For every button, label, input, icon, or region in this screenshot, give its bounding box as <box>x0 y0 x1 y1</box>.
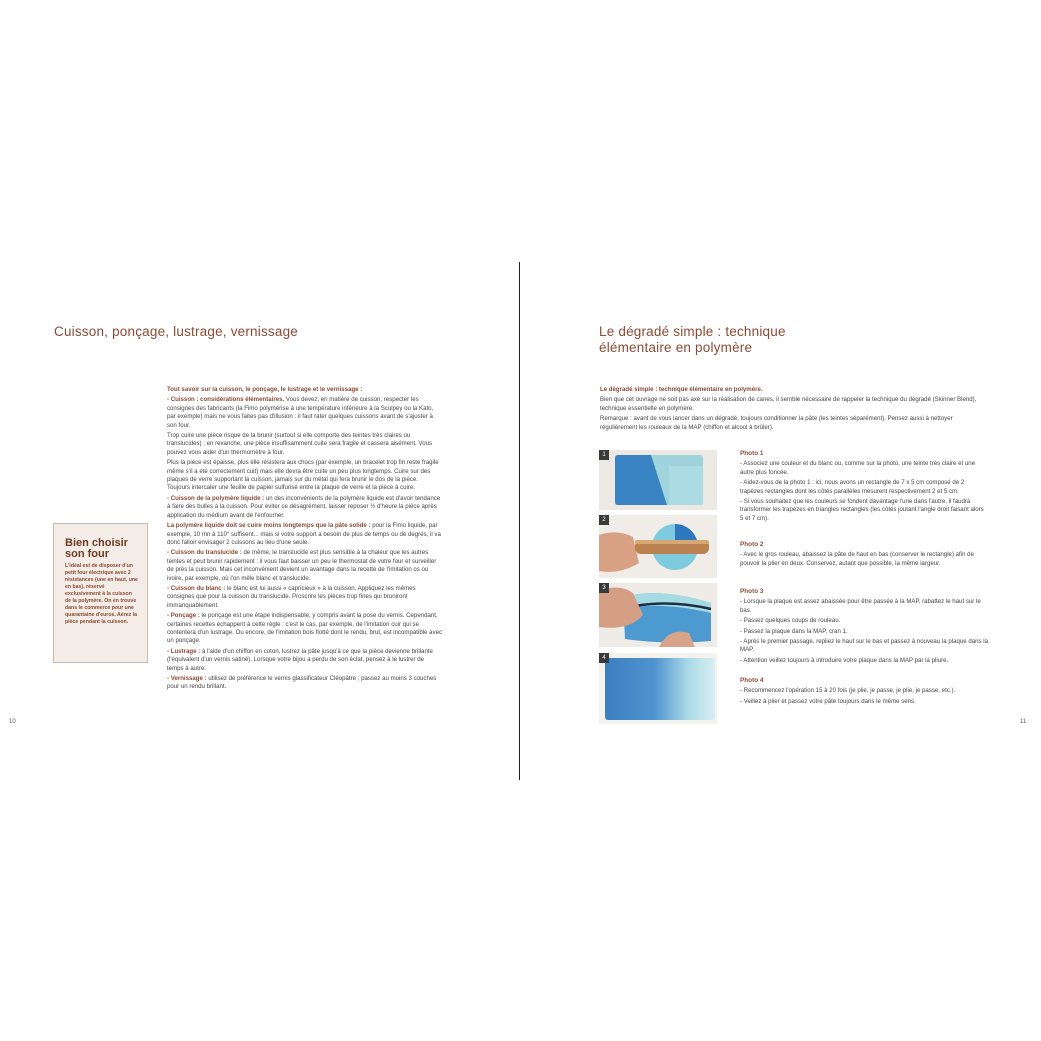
left-page-title: Cuisson, ponçage, lustrage, vernissage <box>54 324 298 339</box>
left-section-text: pour la Fimo liquide, par exemple, 10 mn à 110° suffisent... mais si votre support a besoin de plus de temps ou de degrés, il va donc falloir envisager 2 cuissons au lieu d'une seule. <box>167 522 441 546</box>
photo-2-number: 2 <box>599 515 609 525</box>
photo-4-image <box>599 653 717 724</box>
left-section-heading: La polymère liquide doit se cuire moins longtemps que la pâte solide : <box>167 522 371 530</box>
photo-instruction-item: - Passez la plaque dans la MAP, cran 1. <box>740 627 848 635</box>
photo-instruction-item: - Attention veillez toujours à introduire votre plaque dans la MAP par la pliure. <box>740 656 949 664</box>
left-sections <box>167 396 442 691</box>
left-section <box>167 612 442 646</box>
left-section <box>167 495 442 520</box>
photo-instruction-item: - Avec le gros rouleau, abaissez la pâte de haut en bas (conserver le rectangle) afin de pouvoir la plier en deux. Conservez, autant que possible, la même largeur. <box>740 551 974 567</box>
photo-instruction-block <box>740 588 988 667</box>
photo-instruction-block <box>740 677 988 708</box>
photo-instruction-item: - Après le premier passage, repliez le haut sur le bas et passez à nouveau la plaque dans la MAP. <box>740 638 988 654</box>
photo-instruction-title: Photo 4 <box>740 677 764 684</box>
left-section <box>167 396 442 430</box>
photo-1 <box>599 450 717 510</box>
left-section-text: Trop cuire une pièce risque de la brunir (surtout si elle comporte des teintes très claires ou translucides) ; en revanche, une pièce insuffisamment cuite sera fragile et cassera aisément. Vous pouvez vous aider d'un thermomètre à four. <box>167 432 433 456</box>
photo-2-image <box>599 515 717 578</box>
left-body-column <box>167 386 442 694</box>
photo-1-number: 1 <box>599 450 609 460</box>
photo-instruction-item: - Aidez-vous de la photo 1 : ici, nous avons un rectangle de 7 x 5 cm composé de 2 trapèzes rectangles dont les côtés parallèles mesurent respectivement 2 et 5 cm. <box>740 479 965 495</box>
right-page-number: 11 <box>1020 719 1027 725</box>
photo-instruction-block <box>740 450 988 525</box>
photo-3 <box>599 583 717 647</box>
left-section-heading: - Vernissage : <box>167 675 207 682</box>
photo-instruction-item: - Lorsque la plaque est assez abaissée pour être passée à la MAP, rabattez le haut sur le bas. <box>740 598 981 614</box>
left-section <box>167 432 442 457</box>
left-section-text: le ponçage est une étape indispensable, y compris avant la pose du vernis. Cependant, certaines recettes échappent à cette règle : c'est le cas, par exemple, de l'imitation cuir qui se contentera d'un lustrage. Ou encore, de l'imitation bois flotté dont le rendu, brut, est incompatible avec un ponçage. <box>167 612 443 645</box>
spread-divider <box>519 262 520 780</box>
left-section <box>167 585 442 610</box>
sidebar-box <box>53 523 148 663</box>
right-title-line2: élémentaire en polymère <box>599 340 753 355</box>
photo-instruction-item: - Recommencez l'opération 15 à 20 fois (je plie, je passe, je plie, je passe, etc.). <box>740 687 956 695</box>
left-section-text: de même, le translucide est plus sensible à la chaleur que les autres teintes et peut brunir rapidement : il vous faut baisser un peu le thermostat de votre four et surveiller de près la cuisson. Mais cet inconvénient devient un avantage dans la recette de l'imitation os ou ivoire, par exemple, où l'on mêle blanc et translucide. <box>167 549 437 582</box>
photo-instruction-title: Photo 1 <box>740 450 764 457</box>
left-intro: Tout savoir sur la cuisson, le ponçage, le lustrage et le vernissage : <box>167 386 363 393</box>
photo-instruction-title: Photo 2 <box>740 541 764 548</box>
left-section-text: Plus la pièce est épaisse, plus elle résistera aux chocs (par exemple, un bracelet trop fin reste fragile même s'il a été correctement cuit) mais elle devra être cuite un peu plus longtemps. Cuire sur des plaques de verre supportant la cuisson, jamais sur du métal qui fera brunir le dos de la pièce. Toujours intercaler une feuille de papier sulfurisé entre la plaque de verre et la pièce à cuire. <box>167 459 439 492</box>
left-section-text: à l'aide d'un chiffon en coton, lustrez la pâte jusqu'à ce que la pièce devienne brillante (l'équivalent d'un vernis satiné). Lorsque votre bijou a perdu de son éclat, pensez à le lustrer de temps à autre. <box>167 647 433 672</box>
left-section-text: utilisez de préférence le vernis glassificateur Cléopâtre ; passez au moins 3 couches pour un rendu brillant. <box>167 675 437 691</box>
left-section-heading: - Cuisson : considérations élémentaires. <box>167 396 285 404</box>
left-section-text: un des inconvénients de la polymère liquide est d'avoir tendance à faire des bulles à la cuisson. Pour éviter ce désagrément, laisser reposer ½ d'heure la pièce après application du médium avant de l'enfourner. <box>167 494 441 519</box>
photo-2 <box>599 515 717 578</box>
right-page-title <box>599 324 786 356</box>
left-section-heading: - Cuisson du blanc : <box>167 584 226 592</box>
right-intro-text: Bien que cet ouvrage ne soit pas axé sur la réalisation de canes, il semble nécessaire de rappeler la technique du dégradé (Skinner Blend), technique essentielle en polymère. <box>600 396 977 412</box>
sidebar-title: Bien choisir son four <box>65 537 128 560</box>
left-section <box>167 675 442 692</box>
sidebar-text: L'idéal est de disposer d'un petit four électrique avec 2 résistances (une en haut, une en bas), réservé exclusivement à la cuisson de la polymère. On en trouve dans le commerce pour une quarantaine d'euros. Aérez la pièce pendant la cuisson. <box>65 563 138 625</box>
left-section-heading: - Cuisson de la polymère liquide : <box>167 494 265 502</box>
left-section-text: le blanc est lui aussi « capricieux » à la cuisson. Appliquez les mêmes consignes que pour la cuisson du translucide. Proscrire les pièces trop fines qui bruniront immanquablement. <box>167 584 416 609</box>
left-section <box>167 522 442 547</box>
photo-instruction-item: - Passez quelques coups de rouleau. <box>740 617 841 625</box>
right-remark: Remarque : avant de vous lancer dans un dégradé, toujours conditionner la pâte (les teintes séparément). Pensez aussi à nettoyer régulièrement les rouleaux de la MAP (chiffon et alcool à brûler). <box>600 415 953 431</box>
right-intro-heading: Le dégradé simple : technique élémentaire en polymère. <box>600 386 763 393</box>
photo-4 <box>599 653 717 724</box>
left-section <box>167 549 442 583</box>
left-section <box>167 459 442 493</box>
photo-3-number: 3 <box>599 583 609 593</box>
photo-4-number: 4 <box>599 653 609 663</box>
photo-instruction-item: - Veillez à plier et passez votre pâte toujours dans le même sens. <box>740 697 916 705</box>
left-section-heading: - Ponçage : <box>167 612 200 620</box>
photo-instruction-item: - Associez une couleur et du blanc ou, comme sur la photo, une teinte très claire et une autre plus foncée. <box>740 460 976 476</box>
photo-1-image <box>599 450 717 510</box>
right-title-line1: Le dégradé simple : technique <box>599 324 786 339</box>
left-section <box>167 648 442 673</box>
photo-instruction-title: Photo 3 <box>740 588 764 595</box>
photo-instruction-block <box>740 541 988 570</box>
left-section-text: Vous devez, en matière de cuisson, respecter les consignes des fabricants (la Fimo polymérise à une température inférieure à la Sculpey ou la Kato, par exemple) mais ne vous faites pas d'illusion : il faut rater quelques cuissons avant de s'ajuster à son four. <box>167 396 434 429</box>
photo-3-image <box>599 583 717 647</box>
right-intro-column <box>600 386 987 434</box>
left-section-heading: - Lustrage : <box>167 647 201 655</box>
left-page-number: 10 <box>9 719 16 725</box>
photo-instruction-item: - Si vous souhaitez que les couleurs se fondent davantage l'une dans l'autre, il faudra transformer les trapèzes en triangles rectangles (les côtés joutant l'angle droit faisant alors 5 et 7 cm). <box>740 498 984 522</box>
left-section-heading: - Cuisson du translucide : <box>167 549 242 557</box>
